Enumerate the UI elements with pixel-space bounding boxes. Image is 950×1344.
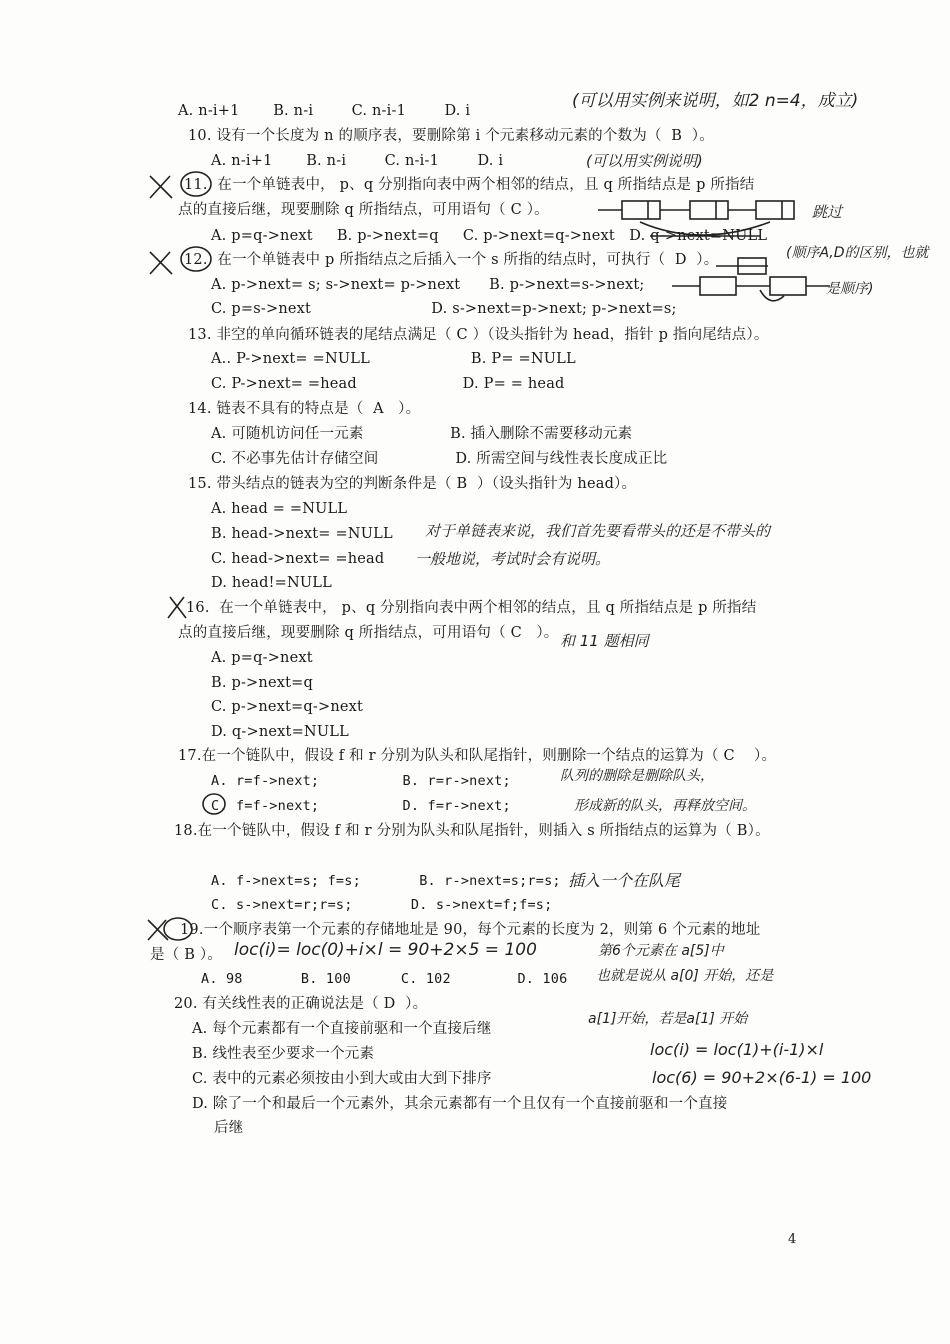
handwritten-note: (可以用实例说明) — [586, 152, 703, 170]
text-line: 点的直接后继，现要删除 q 所指结点，可用语句（ C ）。 — [178, 625, 559, 641]
text-line: 18.在一个链队中，假设 f 和 r 分别为队头和队尾指针，则插入 s 所指结点的运算为（ B）。 — [174, 823, 770, 839]
text-line: C. s->next=r;r=s; D. s->next=f;f=s; — [211, 897, 553, 913]
text-line: D. 除了一个和最后一个元素外，其余元素都有一个且仅有一个直接前驱和一个直接 — [192, 1096, 728, 1112]
text-line: 是（ B ）。 — [150, 947, 223, 963]
handwritten-note: 第6个元素在 a[5]中 — [598, 943, 724, 959]
text-line: C. 不必事先估计存储空间 D. 所需空间与线性表长度成正比 — [211, 451, 668, 467]
text-line: 15. 带头结点的链表为空的判断条件是（ B ）（设头指针为 head）。 — [188, 476, 637, 492]
handwritten-note: a[1]开始，若是a[1] 开始 — [588, 1011, 748, 1027]
text-line: C. f=f->next; D. f=r->next; — [211, 798, 511, 814]
handwritten-note: 对于单链表来说，我们首先要看带头的还是不带头的 — [425, 522, 771, 540]
text-line: 19.一个顺序表第一个元素的存储地址是 90，每个元素的长度为 2，则第 6 个元素的地址 — [180, 922, 761, 938]
text-line: A. n-i+1 B. n-i C. n-i-1 D. i — [211, 153, 504, 169]
handwritten-note: loc(i)= loc(0)+i×l = 90+2×5 = 100 — [234, 940, 537, 960]
text-line: 后继 — [214, 1120, 244, 1136]
x-mark-q19 — [148, 920, 168, 940]
text-line: B. head->next= =NULL — [211, 526, 393, 542]
x-mark-q11 — [150, 176, 172, 198]
text-line: D. head!=NULL — [211, 575, 332, 591]
text-line: 13. 非空的单向循环链表的尾结点满足（ C ）（设头指针为 head，指针 p 指向尾结点）。 — [188, 327, 769, 343]
handwritten-note: 插入一个在队尾 — [568, 871, 681, 890]
handwritten-note: (顺序A,D的区别，也就 — [786, 245, 929, 261]
text-line: C. p->next=q->next — [211, 699, 364, 715]
text-line: 14. 链表不具有的特点是（ A ）。 — [188, 401, 421, 417]
handwritten-note: loc(6) = 90+2×(6-1) = 100 — [652, 1068, 872, 1087]
text-line: A.. P->next= =NULL B. P= =NULL — [211, 351, 576, 367]
x-mark-q16 — [168, 597, 186, 618]
handwritten-note: (可以用实例来说明，如2 n=4，成立) — [572, 91, 859, 111]
handwritten-note: loc(i) = loc(1)+(i-1)×l — [650, 1040, 824, 1059]
text-line: A. 98 B. 100 C. 102 D. 106 — [201, 971, 568, 987]
text-line: B. 线性表至少要求一个元素 — [192, 1046, 375, 1062]
text-line: A. r=f->next; B. r=r->next; — [211, 773, 511, 789]
handwritten-note: 是顺序) — [826, 281, 874, 297]
handwritten-note: 队列的删除是删除队头， — [560, 768, 714, 784]
text-line: 11. 在一个单链表中， p、q 分别指向表中两个相邻的结点，且 q 所指结点是 p 所指结 — [184, 177, 755, 193]
text-line: 12. 在一个单链表中 p 所指结点之后插入一个 s 所指的结点时，可执行（ D ）。 — [184, 252, 719, 268]
text-line: A. n-i+1 B. n-i C. n-i-1 D. i — [178, 103, 471, 119]
text-line: 点的直接后继，现要删除 q 所指结点，可用语句（ C ）。 — [178, 202, 549, 218]
text-line: A. p=q->next B. p->next=q C. p->next=q->next D. q->next=NULL — [211, 228, 768, 244]
text-line: A. p=q->next — [211, 650, 313, 666]
handwritten-note: 一般地说，考试时会有说明。 — [415, 550, 611, 568]
handwritten-note: 跳过 — [812, 203, 843, 221]
text-line: 10. 设有一个长度为 n 的顺序表，要删除第 i 个元素移动元素的个数为（ B ）。 — [188, 128, 714, 144]
handwritten-note: 形成新的队头，再释放空间。 — [574, 798, 756, 814]
x-mark-q12 — [150, 252, 172, 274]
text-line: 17.在一个链队中，假设 f 和 r 分别为队头和队尾指针，则删除一个结点的运算为（ C ）。 — [178, 748, 777, 764]
text-line: 16. 在一个单链表中， p、q 分别指向表中两个相邻的结点，且 q 所指结点是 p 所指结 — [186, 600, 757, 616]
text-line: 20. 有关线性表的正确说法是（ D ）。 — [174, 996, 428, 1012]
text-line: A. p->next= s; s->next= p->next B. p->next=s->next; — [211, 277, 645, 293]
handwritten-note: 也就是说从 a[0] 开始，还是 — [596, 968, 774, 984]
text-line: B. p->next=q — [211, 675, 313, 691]
text-line: A. head = =NULL — [211, 501, 348, 517]
handwritten-note: 和 11 题相同 — [560, 632, 649, 650]
text-line: C. 表中的元素必须按由小到大或由大到下排序 — [192, 1071, 492, 1087]
text-line: C. head->next= =head — [211, 551, 385, 567]
text-line: C. P->next= =head D. P= = head — [211, 376, 565, 392]
text-line: A. f->next=s; f=s; B. r->next=s;r=s; — [211, 873, 561, 889]
text-line: A. 可随机访问任一元素 B. 插入删除不需要移动元素 — [211, 426, 633, 442]
text-line: A. 每个元素都有一个直接前驱和一个直接后继 — [192, 1021, 492, 1037]
text-line: C. p=s->next D. s->next=p->next; p->next=s; — [211, 301, 677, 317]
page-number: 4 — [788, 1232, 797, 1247]
text-line: D. q->next=NULL — [211, 724, 349, 740]
